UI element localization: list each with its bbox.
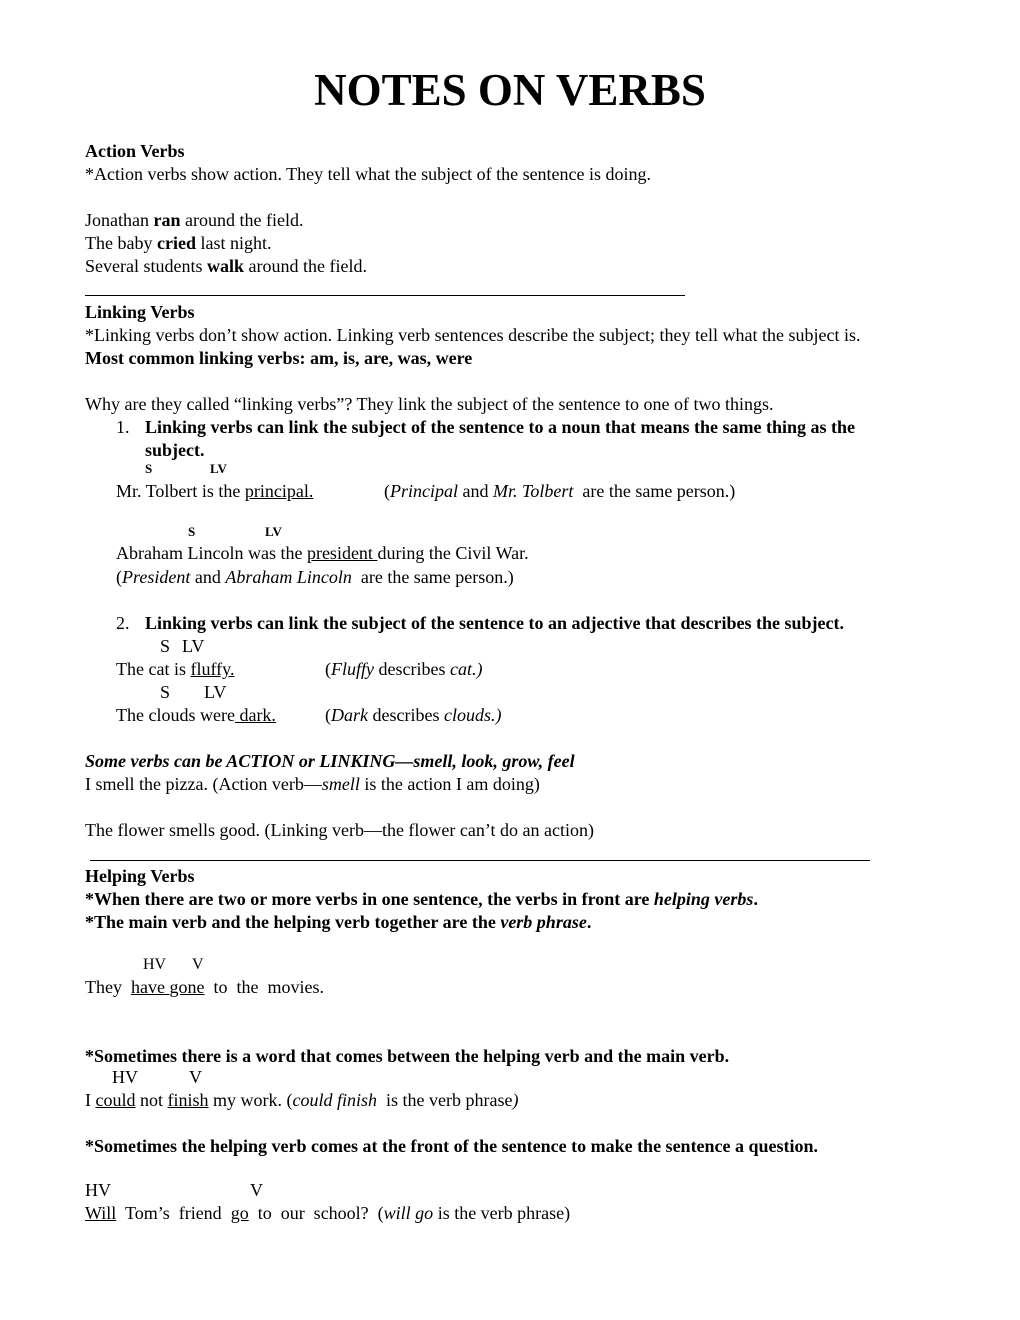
rule-1-text: Linking verbs can link the subject of the sentence to a noun that means the same thing as the <box>145 417 856 437</box>
rule-2-text: Linking verbs can link the subject of the sentence to an adjective that describes the subject. <box>145 613 844 633</box>
helping-rule-3: *Sometimes there is a word that comes between the helping verb and the main verb. <box>85 1046 730 1066</box>
action-example-3: Several students walk around the field. <box>85 256 367 276</box>
subject-label: S <box>160 682 171 702</box>
section-divider <box>90 860 870 861</box>
linking-verb-label: LV <box>204 682 227 702</box>
helping-verb-label: HV <box>112 1067 138 1087</box>
action-or-linking-example-2: The flower smells good. (Linking verb—the flower can’t do an action) <box>85 820 595 840</box>
linking-example-4-note: (Dark describes clouds.) <box>325 705 502 725</box>
linking-example-2: Abraham Lincoln was the president during the Civil War. <box>116 543 529 563</box>
helping-example-2: I could not finish my work. (could finish is the verb phrase) <box>85 1090 519 1110</box>
rule-number-2: 2. <box>116 613 130 633</box>
linking-verb-label: LV <box>265 524 282 539</box>
main-verb-label: V <box>250 1180 263 1200</box>
subject-label: S <box>160 636 171 656</box>
main-verb-label: V <box>192 956 204 973</box>
rule-number-1: 1. <box>116 417 130 437</box>
main-verb-label: V <box>189 1067 202 1087</box>
action-verbs-definition: *Action verbs show action. They tell what the subject of the sentence is doing. <box>85 164 652 184</box>
linking-example-3: The cat is fluffy. <box>116 659 235 679</box>
action-or-linking-example-1: I smell the pizza. (Action verb—smell is the action I am doing) <box>85 774 540 794</box>
linking-example-3-note: (Fluffy describes cat.) <box>325 659 483 679</box>
helping-example-3: Will Tom’s friend go to our school? (will go is the verb phrase) <box>85 1203 571 1223</box>
helping-rule-1: *When there are two or more verbs in one sentence, the verbs in front are helping verbs. <box>85 889 758 909</box>
page-title: NOTES ON VERBS <box>314 65 706 115</box>
helping-verbs-heading: Helping Verbs <box>85 866 195 886</box>
linking-verbs-heading: Linking Verbs <box>85 302 195 322</box>
linking-why: Why are they called “linking verbs”? They link the subject of the sentence to one of two things. <box>85 394 774 414</box>
section-divider <box>85 295 685 296</box>
linking-example-1: Mr. Tolbert is the principal. <box>116 481 314 501</box>
linking-example-2-note: (President and Abraham Lincoln are the same person.) <box>116 567 514 587</box>
helping-example-1: They have gone to the movies. <box>85 977 324 997</box>
helping-verb-label: HV <box>143 956 167 973</box>
action-verbs-heading: Action Verbs <box>85 141 185 161</box>
linking-verbs-definition: *Linking verbs don’t show action. Linking verb sentences describe the subject; they tell what the subject is. <box>85 325 861 345</box>
action-example-2: The baby cried last night. <box>85 233 272 253</box>
rule-1-text-cont: subject. <box>145 440 205 460</box>
linking-example-1-note: (Principal and Mr. Tolbert are the same person.) <box>384 481 736 501</box>
action-or-linking-heading: Some verbs can be ACTION or LINKING—smell, look, grow, feel <box>85 751 575 771</box>
linking-example-4: The clouds were dark. <box>116 705 276 725</box>
helping-rule-2: *The main verb and the helping verb together are the verb phrase. <box>85 912 592 932</box>
helping-verb-label: HV <box>85 1180 111 1200</box>
helping-rule-4: *Sometimes the helping verb comes at the front of the sentence to make the sentence a question. <box>85 1136 819 1156</box>
subject-label: S <box>188 524 196 539</box>
subject-label: S <box>145 461 153 476</box>
common-linking-verbs: Most common linking verbs: am, is, are, was, were <box>85 348 473 368</box>
action-example-1: Jonathan ran around the field. <box>85 210 304 230</box>
linking-verb-label: LV <box>182 636 205 656</box>
linking-verb-label: LV <box>210 461 227 476</box>
